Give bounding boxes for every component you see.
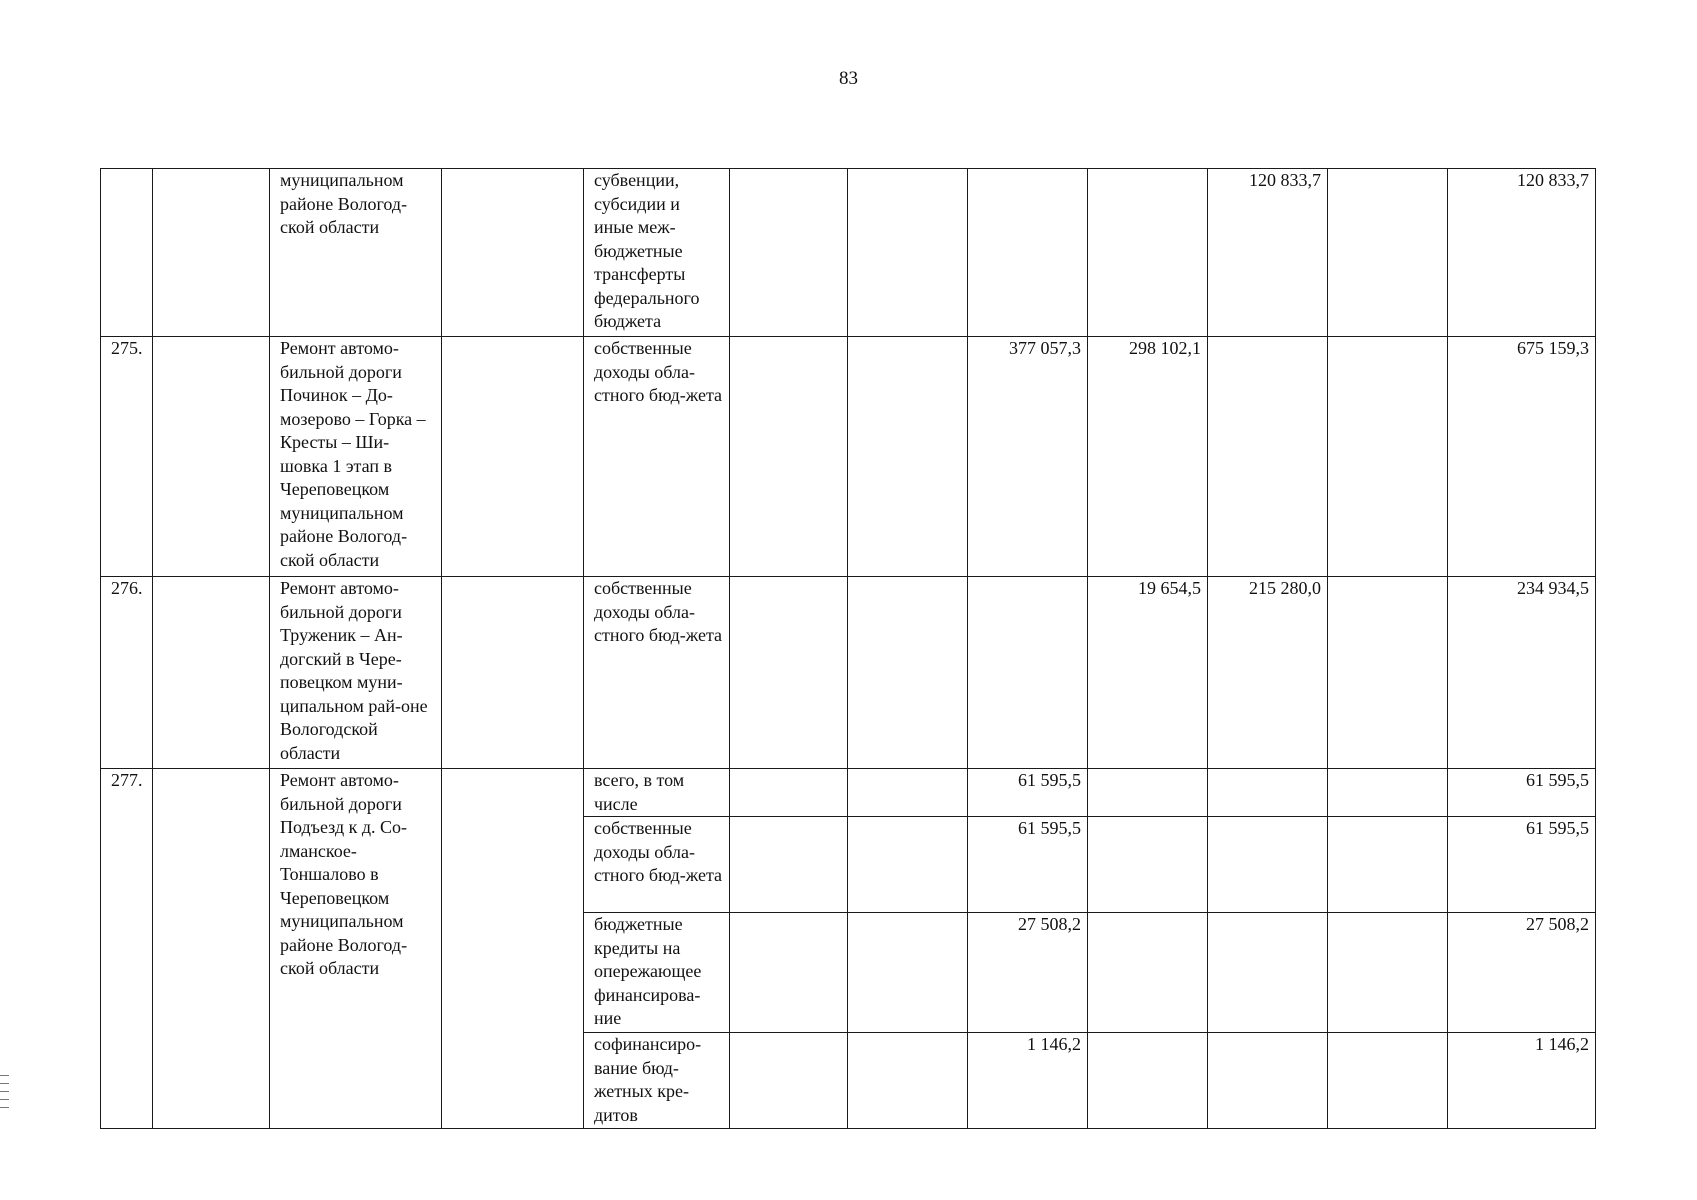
value-cell — [1328, 577, 1448, 769]
empty-cell — [730, 769, 848, 817]
scan-mark — [0, 1075, 9, 1076]
total-cell: 61 595,5 — [1448, 769, 1596, 817]
empty-cell — [730, 913, 848, 1033]
empty-cell — [442, 169, 584, 337]
value-cell: 61 595,5 — [968, 769, 1088, 817]
empty-cell — [848, 169, 968, 337]
empty-cell — [730, 169, 848, 337]
empty-cell — [442, 337, 584, 577]
funding-source-cell: собственные доходы обла-стного бюд-жета — [584, 817, 730, 913]
row-number-cell: 277. — [101, 769, 153, 1129]
value-cell: 215 280,0 — [1208, 577, 1328, 769]
value-cell: 19 654,5 — [1088, 577, 1208, 769]
row-number-cell: 276. — [101, 577, 153, 769]
value-cell: 1 146,2 — [968, 1033, 1088, 1129]
scan-mark — [0, 1091, 9, 1092]
object-name-cell: Ремонт автомо-бильной дороги Подъезд к д. Со-лманское-Тоншалово в Череповецком муниципальном районе Вологод-ской области — [270, 769, 442, 1129]
funding-source-cell: бюджетные кредиты на опережающее финансирова-ние — [584, 913, 730, 1033]
value-cell — [1088, 913, 1208, 1033]
empty-cell — [442, 577, 584, 769]
funding-source-cell: субвенции, субсидии и иные меж-бюджетные трансферты федерального бюджета — [584, 169, 730, 337]
empty-cell — [848, 337, 968, 577]
funding-source-cell: всего, в том числе — [584, 769, 730, 817]
funding-source-cell: софинансиро-вание бюд-жетных кре-дитов — [584, 1033, 730, 1129]
total-cell: 61 595,5 — [1448, 817, 1596, 913]
object-name-cell: Ремонт автомо-бильной дороги Починок – До-мозерово – Горка – Кресты – Ши-шовка 1 этап в Череповецком муниципальном районе Вологод-ской области — [270, 337, 442, 577]
empty-cell — [848, 577, 968, 769]
value-cell — [1088, 169, 1208, 337]
value-cell — [1328, 769, 1448, 817]
value-cell: 27 508,2 — [968, 913, 1088, 1033]
value-cell — [1328, 169, 1448, 337]
value-cell — [1328, 337, 1448, 577]
value-cell: 61 595,5 — [968, 817, 1088, 913]
value-cell — [1208, 817, 1328, 913]
value-cell — [1088, 769, 1208, 817]
total-cell: 675 159,3 — [1448, 337, 1596, 577]
value-cell — [1088, 1033, 1208, 1129]
page-number: 83 — [839, 68, 858, 89]
empty-cell — [730, 817, 848, 913]
empty-cell — [730, 1033, 848, 1129]
value-cell — [1328, 1033, 1448, 1129]
table-row — [101, 577, 1596, 769]
scan-mark — [0, 1099, 9, 1100]
funding-source-cell: собственные доходы обла-стного бюд-жета — [584, 337, 730, 577]
scan-mark — [0, 1083, 9, 1084]
value-cell: 298 102,1 — [1088, 337, 1208, 577]
empty-cell — [153, 337, 270, 577]
value-cell — [1088, 817, 1208, 913]
empty-cell — [153, 577, 270, 769]
empty-cell — [848, 1033, 968, 1129]
empty-cell — [442, 769, 584, 1129]
value-cell — [1328, 913, 1448, 1033]
funding-source-cell: собственные доходы обла-стного бюд-жета — [584, 577, 730, 769]
row-number-cell — [101, 169, 153, 337]
total-cell: 27 508,2 — [1448, 913, 1596, 1033]
row-number-cell: 275. — [101, 337, 153, 577]
value-cell — [1208, 913, 1328, 1033]
value-cell — [968, 169, 1088, 337]
total-cell: 1 146,2 — [1448, 1033, 1596, 1129]
empty-cell — [730, 577, 848, 769]
value-cell — [1208, 337, 1328, 577]
empty-cell — [848, 817, 968, 913]
table-row — [101, 337, 1596, 577]
table-row — [101, 169, 1596, 337]
value-cell: 120 833,7 — [1208, 169, 1328, 337]
empty-cell — [848, 769, 968, 817]
scan-mark — [0, 1107, 9, 1108]
object-name-cell: муниципальном районе Вологод-ской области — [270, 169, 442, 337]
value-cell — [968, 577, 1088, 769]
total-cell: 234 934,5 — [1448, 577, 1596, 769]
object-name-cell: Ремонт автомо-бильной дороги Труженик – Ан-догский в Чере-повецком муни-ципальном рай-оне Вологодской области — [270, 577, 442, 769]
value-cell: 377 057,3 — [968, 337, 1088, 577]
total-cell: 120 833,7 — [1448, 169, 1596, 337]
value-cell — [1208, 769, 1328, 817]
empty-cell — [848, 913, 968, 1033]
value-cell — [1208, 1033, 1328, 1129]
empty-cell — [153, 769, 270, 1129]
budget-table — [100, 168, 1596, 1129]
value-cell — [1328, 817, 1448, 913]
empty-cell — [730, 337, 848, 577]
table-row — [101, 769, 1596, 817]
empty-cell — [153, 169, 270, 337]
